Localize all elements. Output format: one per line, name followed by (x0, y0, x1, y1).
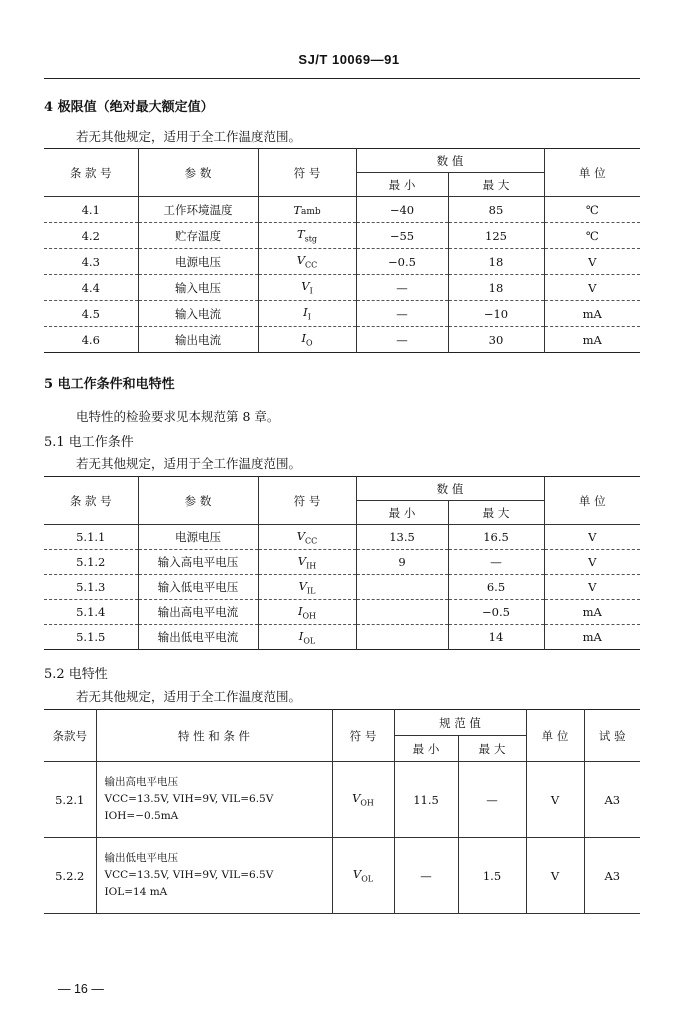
max-cell: −0.5 (448, 600, 544, 625)
test-cell: A3 (584, 838, 640, 914)
min-cell (356, 600, 448, 625)
unit-cell: mA (544, 600, 640, 625)
max-cell: 125 (448, 223, 544, 249)
param-cell: 电源电压 (138, 525, 258, 550)
param-cell: 输入电压 (138, 275, 258, 301)
table-row (44, 197, 640, 223)
clause-cell: 4.5 (44, 301, 138, 327)
col-param: 参 数 (138, 477, 258, 525)
unit-cell: mA (544, 301, 640, 327)
unit-cell: V (544, 525, 640, 550)
section4-note: 若无其他规定，适用于全工作温度范围。 (76, 129, 302, 144)
table-row (44, 625, 640, 650)
unit-cell: V (544, 275, 640, 301)
cond-cell (96, 838, 332, 914)
unit-cell: V (544, 249, 640, 275)
col-clause: 条 款 号 (44, 477, 138, 525)
section4-heading: 4 极限值（绝对最大额定值） (44, 100, 214, 115)
unit-cell: V (544, 550, 640, 575)
cond-line2: IOL=14 mA (104, 886, 168, 898)
min-cell: −40 (356, 197, 448, 223)
limit-values-table (44, 148, 640, 353)
symbol-cell: $V_{OL}$ (332, 838, 394, 914)
table-row (44, 301, 640, 327)
section5-1-note: 若无其他规定，适用于全工作温度范围。 (76, 456, 302, 471)
table-row (44, 275, 640, 301)
symbol-cell: $V_{CC}$ (258, 525, 356, 550)
table-row (44, 223, 640, 249)
clause-cell: 5.1.5 (44, 625, 138, 650)
unit-cell: ℃ (544, 197, 640, 223)
param-cell: 贮存温度 (138, 223, 258, 249)
col-test: 试 验 (584, 710, 640, 762)
unit-cell: V (526, 762, 584, 838)
col-unit: 单 位 (526, 710, 584, 762)
col-clause: 条款号 (44, 710, 96, 762)
max-cell: 16.5 (448, 525, 544, 550)
min-cell: — (356, 327, 448, 353)
symbol-cell: $V_{IH}$ (258, 550, 356, 575)
param-cell: 输出电流 (138, 327, 258, 353)
table-row (44, 550, 640, 575)
symbol-cell: $I_{OH}$ (258, 600, 356, 625)
col-unit: 单 位 (544, 477, 640, 525)
col-symbol: 符 号 (258, 477, 356, 525)
col-clause: 条 款 号 (44, 149, 138, 197)
page-number: — 16 — (58, 982, 104, 996)
symbol-cell: Tamb (258, 197, 356, 223)
table-row (44, 525, 640, 550)
symbol-cell: $I_I$ (258, 301, 356, 327)
max-cell: 30 (448, 327, 544, 353)
clause-cell: 5.2.2 (44, 838, 96, 914)
symbol-cell: $I_{OL}$ (258, 625, 356, 650)
cond-line1: VCC=13.5V, VIH=9V, VIL=6.5V (104, 793, 274, 805)
test-cell: A3 (584, 762, 640, 838)
unit-cell: mA (544, 327, 640, 353)
min-cell: −0.5 (356, 249, 448, 275)
cond-line1: VCC=13.5V, VIH=9V, VIL=6.5V (104, 869, 274, 881)
max-cell: 18 (448, 249, 544, 275)
cond-line2: IOH=−0.5mA (104, 810, 179, 822)
max-cell: 18 (448, 275, 544, 301)
min-cell: 11.5 (394, 762, 458, 838)
cond-cell (96, 762, 332, 838)
max-cell: — (448, 550, 544, 575)
unit-cell: V (544, 575, 640, 600)
unit-cell: ℃ (544, 223, 640, 249)
unit-cell: mA (544, 625, 640, 650)
symbol-cell: $V_{OH}$ (332, 762, 394, 838)
col-value: 数 值 (356, 477, 544, 501)
min-cell: — (394, 838, 458, 914)
max-cell: 14 (448, 625, 544, 650)
col-range: 规 范 值 (394, 710, 526, 736)
col-max: 最 大 (448, 501, 544, 525)
clause-cell: 5.1.3 (44, 575, 138, 600)
symbol-cell: $V_{IL}$ (258, 575, 356, 600)
col-min: 最 小 (356, 501, 448, 525)
clause-cell: 4.4 (44, 275, 138, 301)
table-row (44, 762, 640, 838)
param-cell: 工作环境温度 (138, 197, 258, 223)
table-row (44, 838, 640, 914)
section5-2-heading: 5.2 电特性 (44, 667, 108, 682)
param-cell: 输出高电平电流 (138, 600, 258, 625)
min-cell: 9 (356, 550, 448, 575)
col-unit: 单 位 (544, 149, 640, 197)
param-cell: 输入高电平电压 (138, 550, 258, 575)
min-cell: −55 (356, 223, 448, 249)
section5-2-note: 若无其他规定，适用于全工作温度范围。 (76, 689, 302, 704)
col-symbol: 符 号 (332, 710, 394, 762)
col-min: 最 小 (356, 173, 448, 197)
col-value: 数 值 (356, 149, 544, 173)
clause-cell: 4.3 (44, 249, 138, 275)
header-rule (44, 78, 640, 79)
table-row (44, 249, 640, 275)
param-cell: 电源电压 (138, 249, 258, 275)
cond-title: 输出高电平电压 (104, 776, 178, 788)
table-row (44, 600, 640, 625)
max-cell: 6.5 (448, 575, 544, 600)
col-max: 最 大 (448, 173, 544, 197)
cond-title: 输出低电平电压 (104, 852, 178, 864)
col-symbol: 符 号 (258, 149, 356, 197)
section5-1-heading: 5.1 电工作条件 (44, 435, 134, 450)
clause-cell: 5.2.1 (44, 762, 96, 838)
min-cell: — (356, 301, 448, 327)
table-row (44, 327, 640, 353)
clause-cell: 5.1.2 (44, 550, 138, 575)
param-cell: 输入低电平电压 (138, 575, 258, 600)
clause-cell: 4.2 (44, 223, 138, 249)
param-cell: 输入电流 (138, 301, 258, 327)
clause-cell: 5.1.4 (44, 600, 138, 625)
clause-cell: 5.1.1 (44, 525, 138, 550)
max-cell: — (458, 762, 526, 838)
col-min: 最 小 (394, 736, 458, 762)
col-max: 最 大 (458, 736, 526, 762)
max-cell: 85 (448, 197, 544, 223)
operating-conditions-table (44, 476, 640, 650)
symbol-cell: $T_{stg}$ (258, 223, 356, 249)
clause-cell: 4.6 (44, 327, 138, 353)
clause-cell: 4.1 (44, 197, 138, 223)
symbol-cell: $V_I$ (258, 275, 356, 301)
symbol-cell: $V_{CC}$ (258, 249, 356, 275)
max-cell: −10 (448, 301, 544, 327)
min-cell: — (356, 275, 448, 301)
min-cell: 13.5 (356, 525, 448, 550)
symbol-cell: $I_O$ (258, 327, 356, 353)
col-param: 参 数 (138, 149, 258, 197)
min-cell (356, 625, 448, 650)
param-cell: 输出低电平电流 (138, 625, 258, 650)
min-cell (356, 575, 448, 600)
electrical-characteristics-table (44, 709, 640, 914)
section5-note: 电特性的检验要求见本规范第 8 章。 (76, 409, 280, 424)
max-cell: 1.5 (458, 838, 526, 914)
col-cond: 特 性 和 条 件 (96, 710, 332, 762)
standard-code: SJ/T 10069—91 (298, 52, 400, 67)
unit-cell: V (526, 838, 584, 914)
section5-heading: 5 电工作条件和电特性 (44, 377, 175, 392)
table-row (44, 575, 640, 600)
